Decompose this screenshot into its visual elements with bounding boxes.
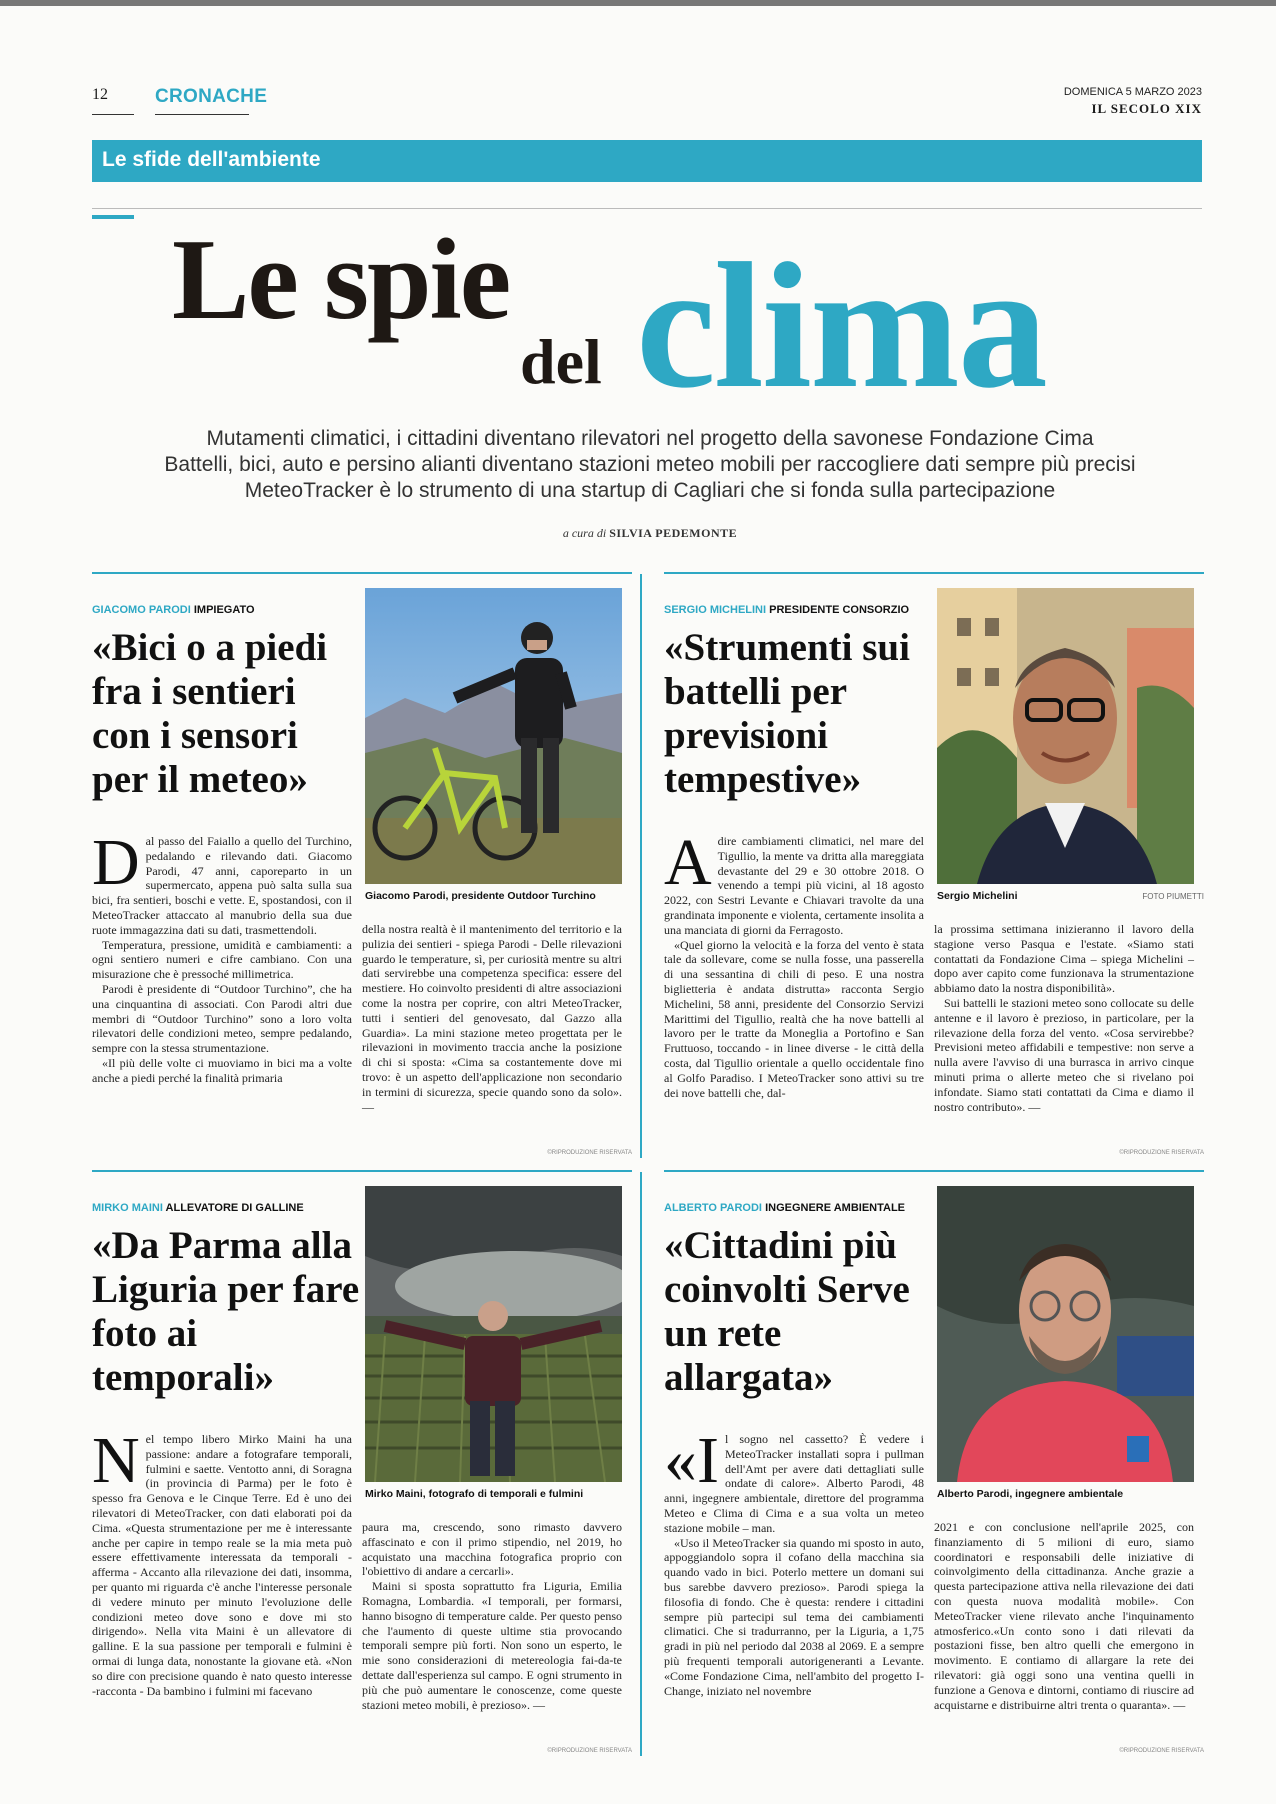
photo-caption: Alberto Parodi, ingegnere ambientale	[937, 1488, 1124, 1500]
article-paragraph: Maini si sposta soprattutto fra Liguria, Emilia Romagna, Lombardia. «I temporali, per formarsi, hanno bisogno di temperature calde. Per questo penso che l'aumento di queste ultime stia provocando temporali sempre più forti. Non sono un esperto, le mie sono considerazioni di metereologia fai-da-te dettate dall'esperienza sul campo. E ogni strumento in più che può aumentare le conoscenze, come queste stazioni meteo mobili, è prezioso». —	[362, 1579, 622, 1712]
article-column-1	[92, 1424, 352, 1698]
photo-storm-field	[365, 1186, 622, 1482]
page-number-rule	[92, 114, 134, 115]
photo-cyclist	[365, 588, 622, 884]
article-column-2	[934, 922, 1194, 1114]
article-border	[640, 574, 642, 1158]
kicker-name: SERGIO MICHELINI	[664, 604, 767, 616]
deck-line: Battelli, bici, auto e persino alianti diventano stazioni meteo mobili per raccogliere dati sempre più precisi	[164, 453, 1136, 476]
article-paragraph: Temperatura, pressione, umidità e cambiamenti: a ogni sentiero numeri e cifre cambiano. Con una misurazione che è pressoché millimetrica.	[92, 937, 352, 982]
article-column-2	[362, 1520, 622, 1712]
article-headline: «Bici o a piedi fra i sentieri con i sensori per il meteo»	[92, 626, 328, 801]
article-column-1	[92, 826, 352, 1086]
article-paragraph: «Il più delle volte ci muoviamo in bici ma a volte anche a piedi perché la finalità primaria	[92, 1055, 352, 1085]
headline-line2: del	[520, 326, 602, 397]
deck	[100, 426, 1200, 504]
copyright-note: ©RIPRODUZIONE RISERVATA	[1119, 1748, 1204, 1754]
section-label: CRONACHE	[155, 86, 268, 107]
article-headline: «Strumenti sui battelli per previsioni tempestive»	[664, 626, 910, 801]
photo-caption: Sergio Michelini	[937, 890, 1018, 902]
newspaper-name: IL SECOLO XIX	[1091, 101, 1202, 116]
article-paragraph: paura ma, crescendo, sono rimasto davvero affascinato e con il primo stipendio, nel 2019, ho acquistato una macchina fotografica proprio con l'obiettivo di andare a cercarli».	[362, 1520, 622, 1579]
article-paragraph: della nostra realtà è il mantenimento del territorio e la pulizia dei sentieri - spiega Parodi - Delle rilevazioni guardo le temperature, sì, per curiosità mentre su altri dati servirebbe una competenza specifica: essere del mestiere. Ho coinvolto presidenti di altre associazioni come la nostra per coprire, con altri MeteoTracker, tutti i sentieri del genovesato, dal Gazzo alla Guardia». La mini stazione meteo progettata per le rilevazioni in movimento traccia anche la posizione di chi si sposta: «Cima sa costantemente dove mi trovo: è un aspetto dell'applicazione non secondario in termini di sicurezza, specie quando sono da solo». —	[362, 922, 622, 1114]
kicker-role: INGEGNERE AMBIENTALE	[765, 1202, 906, 1214]
photo-caption: Mirko Maini, fotografo di temporali e fulmini	[365, 1488, 584, 1500]
deck-line: Mutamenti climatici, i cittadini diventano rilevatori nel progetto della savonese Fondazione Cima	[206, 427, 1094, 450]
article-paragraph: 2021 e con conclusione nell'aprile 2025, con finanziamento di 5 milioni di euro, siamo coordinatori e responsabili delle iniziative di coinvolgimento della cittadinanza. Anche grazie a questa partecipazione attiva nella rilevazione dei dati con questa nuova modalità mobile». Con MeteoTracker viene rilevato anche l'inquinamento atmosferico.«Un conto sono i dati rilevati da postazioni fisse, ben altro quelli che emergono in movimento. E contiamo di allargare la rete dei rilevatori: già oggi sono una ventina quelli in funzione a Genova e dintorni, contiamo di riuscire ad acquistarne e distribuirne altri trenta o quaranta». —	[934, 1520, 1194, 1712]
article-column-1	[664, 826, 924, 1100]
photo-credit: FOTO PIUMETTI	[1142, 892, 1204, 901]
kicker-role: ALLEVATORE DI GALLINE	[165, 1202, 304, 1214]
section-rule	[155, 114, 249, 115]
article-column-2	[362, 922, 622, 1114]
drop-cap: A	[664, 826, 712, 899]
article-kicker	[92, 604, 255, 616]
byline-prefix: a cura di	[562, 526, 607, 540]
article-paragraph: la prossima settimana inizieranno il lavoro della stagione verso Pasqua e l'estate. «Siamo stati contattati da Fondazione Cima – spiega Michelini – dopo aver capito come funzionava la strumentazione abbiamo dato la nostra disponibilità».	[934, 922, 1194, 996]
newspaper-page	[0, 6, 1276, 1804]
article-paragraph: l sogno nel cassetto? È vedere i MeteoTracker installati sopra i pullman dell'Amt per avere dati dettagliati sulle ondate di calore». Alberto Parodi, 48 anni, ingegnere ambientale, direttore del programma Meteo e Clima di Cima e a sua volta un meteo stazione mobile – man.	[664, 1432, 924, 1535]
copyright-note: ©RIPRODUZIONE RISERVATA	[547, 1748, 632, 1754]
kicker-role: IMPIEGATO	[193, 604, 255, 616]
photo-portrait-michelini	[937, 588, 1194, 884]
article-border	[640, 1172, 642, 1756]
article-kicker	[664, 604, 909, 616]
kicker-name: MIRKO MAINI	[92, 1202, 163, 1214]
headline-line1: Le spie	[172, 216, 510, 344]
kicker-name: GIACOMO PARODI	[92, 604, 191, 616]
article-kicker	[92, 1202, 304, 1214]
headline-line3: clima	[636, 226, 1046, 425]
page-number: 12	[92, 86, 108, 103]
article-paragraph: «Quel giorno la velocità e la forza del vento è stata tale da sollevare, come se nulla fosse, una passerella di una sessantina di chili di peso. E una nostra biglietteria è andata distrutta» racconta Sergio Michelini, 58 anni, presidente del Consorzio Servizi Marittimi del Tigullio, realtà che ha nove battelli al lavoro per le tratte da Moneglia a Portofino e San Fruttuoso, toccando - in linee diverse - le città della costa, dal Tigullio orientale a quello occidentale fino al Golfo Paradiso. I MeteoTracker sono attivi su tre dei nove battelli che, dal-	[664, 937, 924, 1100]
article-headline: «Cittadini più coinvolti Serve un rete allargata»	[664, 1224, 910, 1399]
article-mirko-maini	[92, 1170, 632, 1754]
photo-caption: Giacomo Parodi, presidente Outdoor Turchino	[365, 890, 596, 902]
drop-cap: D	[92, 826, 140, 899]
byline-author: SILVIA PEDEMONTE	[609, 526, 738, 540]
article-paragraph: «Uso il MeteoTracker sia quando mi sposto in auto, appoggiandolo sopra il cofano della macchina sia quando vado in bici. Poterlo mettere un domani sui bus sarebbe davvero prezioso». Parodi spiega la filosofia di fondo. Che è questa: rendere i cittadini sempre più partecipi sul tema dei cambiamenti climatici. Che si tradurranno, per la Liguria, a 1,75 gradi in più nel periodo dal 2038 al 2069. E a sempre più frequenti temporali autorigeneranti a Levante. «Come Fondazione Cima, nell'ambito del progetto I- Change, iniziato nel novembre	[664, 1535, 924, 1698]
article-paragraph: al passo del Faiallo a quello del Turchino, pedalando e rilevando dati. Giacomo Parodi, 47 anni, caporeparto in un supermercato, appena può salta sulla sua bici, fra sentieri, boschi e vette. E, spostandosi, con il MeteoTracker attaccato al manubrio della sua due ruote immagazzina dati su dati, trasmettendoli.	[92, 834, 352, 937]
copyright-note: ©RIPRODUZIONE RISERVATA	[1119, 1150, 1204, 1156]
byline	[100, 526, 1200, 541]
kicker-name: ALBERTO PARODI	[664, 1202, 762, 1214]
topic-banner: Le sfide dell'ambiente	[92, 140, 1202, 182]
kicker-role: PRESIDENTE CONSORZIO	[769, 604, 910, 616]
article-paragraph: Parodi è presidente di “Outdoor Turchino”, che ha una cinquantina di associati. Con Parodi altri due membri di “Outdoor Turchino” sono a loro volta rilevatori delle condizioni meteo, sempre pedalando, sempre con la stessa strumentazione.	[92, 981, 352, 1056]
accent-bar	[92, 215, 134, 219]
article-paragraph: Sui battelli le stazioni meteo sono collocate su delle antenne e il lavoro è prezioso, in particolare, per la rilevazione della forza del vento. «Cosa servirebbe? Previsioni meteo affidabili e tempestive: non serve a nulla avere l'avviso di una burrasca in arrivo cinque minuti prima o allerte meteo che si rivelano poi infondate. Siamo stati contattati da Cima e diamo il nostro contributo». —	[934, 995, 1194, 1114]
photo-portrait-alberto	[937, 1186, 1194, 1482]
article-paragraph: dire cambiamenti climatici, nel mare del Tigullio, la mente va dritta alla mareggiata devastante del 29 e 30 ottobre 2018. O venendo a tempi più vicini, al 18 agosto 2022, con Sestri Levante e Chiavari travolte da una grandinata imponente e violenta, certamente insolita a una manciata di giorni da Ferragosto.	[664, 834, 924, 937]
article-kicker	[664, 1202, 905, 1214]
article-giacomo-parodi	[92, 572, 632, 1156]
article-paragraph: el tempo libero Mirko Maini ha una passione: andare a fotografare temporali, fulmini e saette. Ventotto anni, di Soragna (in provincia di Parma) per le foto è spesso fra Genova e le Cinque Terre. Ed è uno dei rilevatori di MeteoTracker, con dati elaborati poi da Cima. «Questa strumentazione per me è interessante anche per capire in tempo reale se la mia meta può essere effettivamente interessata da temporali - afferma - Accanto alla rilevazione dei dati, insomma, per quanto mi riguarda c'è anche l'interesse personale di vedere minuto per minuto l'evoluzione delle condizioni meteo dove sono e dove mi sto dirigendo». Nella vita Maini è un allevatore di galline. E la sua passione per temporali e fulmini è ormai di lunga data, nonostante la giovane età. «Non so dire con precisione quando è nato questo interesse -racconta - Da bambino i fulmini mi facevano	[92, 1432, 352, 1698]
drop-cap: N	[92, 1424, 140, 1497]
article-alberto-parodi	[664, 1170, 1204, 1754]
drop-cap: «I	[664, 1424, 719, 1497]
article-sergio-michelini	[664, 572, 1204, 1156]
issue-date: DOMENICA 5 MARZO 2023	[1063, 86, 1202, 98]
copyright-note: ©RIPRODUZIONE RISERVATA	[547, 1150, 632, 1156]
divider	[92, 208, 1202, 209]
article-column-2	[934, 1520, 1194, 1712]
article-column-1	[664, 1424, 924, 1698]
article-headline: «Da Parma alla Liguria per fare foto ai temporali»	[92, 1224, 360, 1399]
deck-line: MeteoTracker è lo strumento di una startup di Cagliari che si fonda sulla partecipazione	[244, 479, 1056, 502]
